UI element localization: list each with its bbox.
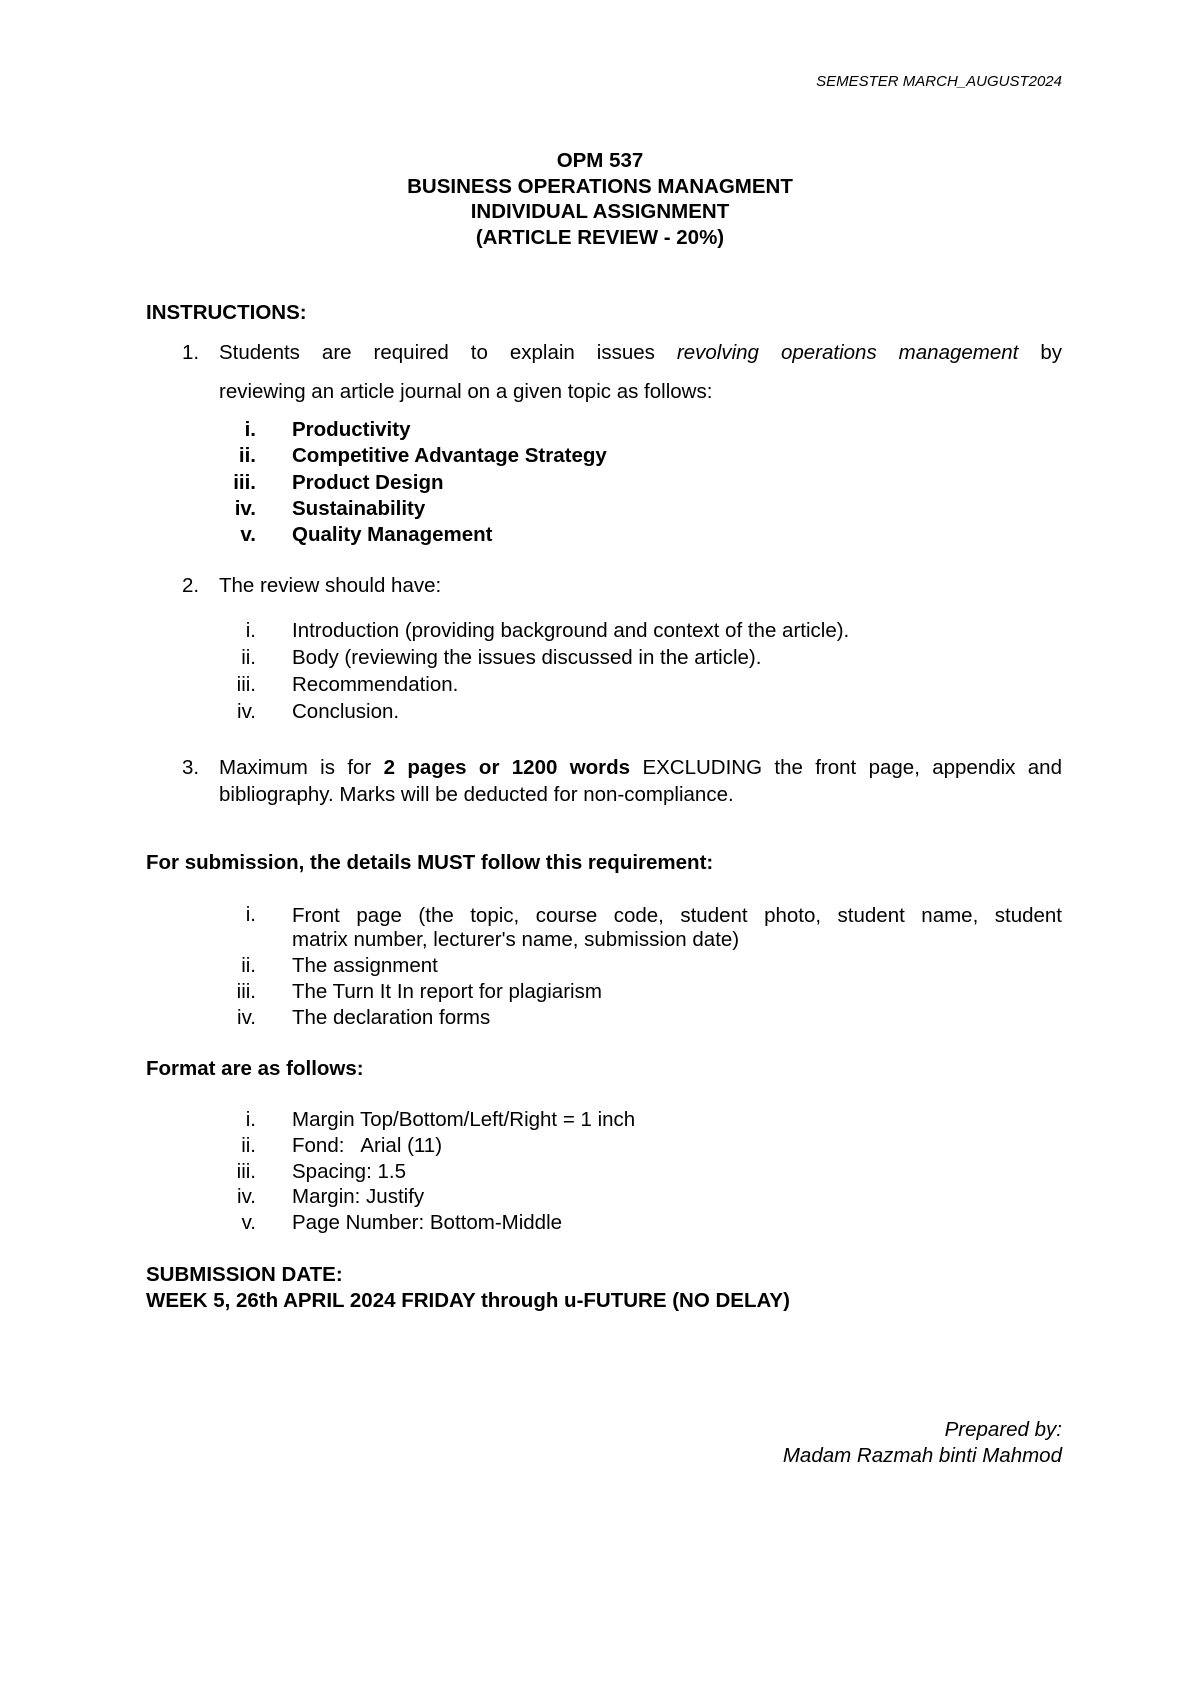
- submission-numeral: i.: [245, 903, 256, 926]
- review-part-recommendation: Recommendation.: [292, 673, 459, 696]
- topic-numeral: v.: [240, 523, 256, 546]
- format-item-font: Fond: Arial (11): [292, 1134, 443, 1157]
- format-numeral: v.: [241, 1211, 256, 1234]
- review-part-conclusion: Conclusion.: [292, 700, 400, 723]
- instruction-1-line-2: reviewing an article journal on a given topic as follows:: [219, 380, 713, 403]
- topic-numeral: iv.: [234, 497, 256, 520]
- review-part-numeral: ii.: [241, 646, 256, 669]
- submission-item-front-page-cont: matrix number, lecturer's name, submission date): [292, 928, 740, 951]
- review-part-body: Body (reviewing the issues discussed in the article).: [292, 646, 762, 669]
- instruction-2-text: The review should have:: [219, 574, 442, 597]
- prepared-by-name: Madam Razmah binti Mahmod: [782, 1444, 1062, 1467]
- topic-numeral: iii.: [233, 471, 256, 494]
- topic-quality-management: Quality Management: [292, 523, 493, 546]
- instruction-3-line-2: bibliography. Marks will be deducted for non-compliance.: [219, 783, 734, 806]
- topic-competitive-advantage: Competitive Advantage Strategy: [292, 444, 607, 467]
- format-numeral: ii.: [241, 1134, 256, 1157]
- topic-sustainability: Sustainability: [292, 497, 426, 520]
- format-item-page-number: Page Number: Bottom-Middle: [292, 1211, 563, 1234]
- title-block: [0, 148, 1200, 250]
- topic-numeral: i.: [244, 418, 256, 441]
- format-heading: Format are as follows:: [146, 1057, 364, 1080]
- submission-item-front-page: Front page (the topic, course code, student photo, student name, student: [292, 904, 1062, 927]
- format-numeral: i.: [245, 1108, 256, 1131]
- assignment-detail: (ARTICLE REVIEW - 20%): [475, 225, 725, 249]
- instruction-1-line-1: [219, 341, 1062, 365]
- instruction-3-text-a: Maximum is for: [219, 756, 372, 779]
- review-part-numeral: i.: [245, 619, 256, 642]
- instruction-3-text-b: EXCLUDING the front page, appendix and: [642, 756, 1062, 779]
- format-numeral: iii.: [236, 1160, 256, 1183]
- course-name: BUSINESS OPERATIONS MANAGMENT: [407, 174, 793, 198]
- instruction-1-italic: revolving operations management: [676, 341, 1019, 364]
- submission-numeral: ii.: [241, 954, 256, 977]
- instruction-1-text-b: by: [1040, 341, 1063, 364]
- format-numeral: iv.: [237, 1185, 256, 1208]
- submission-details-heading: For submission, the details MUST follow this requirement:: [146, 851, 714, 874]
- topic-numeral: ii.: [238, 444, 256, 467]
- submission-item-declaration: The declaration forms: [292, 1006, 491, 1029]
- prepared-by-label: Prepared by:: [944, 1418, 1062, 1441]
- format-item-justify: Margin: Justify: [292, 1185, 425, 1208]
- topic-productivity: Productivity: [292, 418, 411, 441]
- format-item-spacing: Spacing: 1.5: [292, 1160, 406, 1183]
- assignment-type: INDIVIDUAL ASSIGNMENT: [470, 200, 730, 223]
- submission-date-value: WEEK 5, 26th APRIL 2024 FRIDAY through u-FUTURE (NO DELAY): [146, 1289, 790, 1312]
- topic-product-design: Product Design: [292, 471, 444, 494]
- instruction-number-2: 2.: [182, 574, 200, 597]
- instruction-number-3: 3.: [182, 756, 200, 779]
- submission-numeral: iii.: [236, 980, 256, 1003]
- review-part-numeral: iii.: [236, 673, 256, 696]
- format-item-margin: Margin Top/Bottom/Left/Right = 1 inch: [292, 1108, 636, 1131]
- submission-date-heading: SUBMISSION DATE:: [146, 1263, 343, 1286]
- review-part-numeral: iv.: [237, 700, 256, 723]
- submission-item-assignment: The assignment: [292, 954, 438, 977]
- instruction-3-line-1: [219, 756, 1062, 780]
- instructions-heading: INSTRUCTIONS:: [146, 301, 307, 324]
- instruction-3-bold: 2 pages or 1200 words: [383, 756, 631, 779]
- submission-item-turnitin: The Turn It In report for plagiarism: [292, 980, 602, 1003]
- submission-numeral: iv.: [237, 1006, 256, 1029]
- instruction-number-1: 1.: [182, 341, 200, 364]
- review-part-introduction: Introduction (providing background and context of the article).: [292, 619, 850, 642]
- semester-note: SEMESTER MARCH_AUGUST2024: [816, 73, 1062, 90]
- course-code: OPM 537: [556, 149, 644, 172]
- instruction-1-text-a: Students are required to explain issues: [219, 341, 655, 364]
